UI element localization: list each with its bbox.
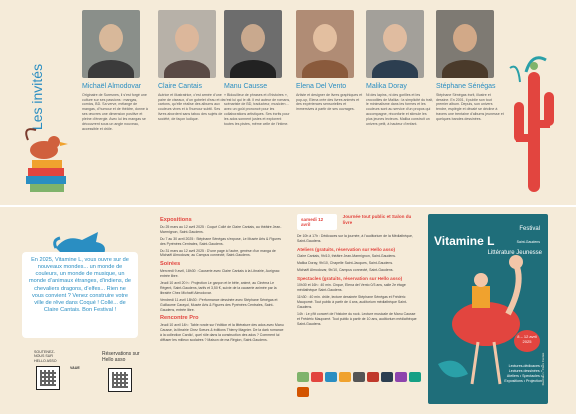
cactus-illustration bbox=[506, 42, 562, 202]
soiree-item: Mercredi 9 avril, 18h30 : Causerie avec Claire Cantais à la Librairie, Aurignac entrée libre. bbox=[160, 269, 280, 279]
partner-logo bbox=[395, 372, 407, 382]
festival-message: En 2025, Vitamine L, vous ouvre sur de nouveaux mondes... un monde de couleurs, un monde de musique, un monde d’animaux étranges, d’indiens, de chevaliers dragons, d’elfes... Rien ne vous convient ? Venez construire votre ville de rêve dans Coqué ! Collé... de Claire Cantais. Bon Festival ! bbox=[22, 252, 138, 338]
partner-logo bbox=[311, 372, 323, 382]
guest-photo bbox=[436, 10, 494, 78]
ateliers-heading: Ateliers (gratuits, réservation sur Hello asso) bbox=[297, 246, 396, 252]
guest-bio: Artiste et designer de livres graphiques et pop-up, Elena crée des livres animés et des expériences sensorielles et immersives à partir de ses ouvrages. bbox=[296, 92, 363, 112]
poster-festival-name: Vitamine L bbox=[434, 234, 495, 248]
books-and-bird-illustration bbox=[20, 120, 72, 198]
guest-name: Michaël Almodovar bbox=[82, 83, 142, 90]
exposition-item: Du 7 au 30 avril 2025 : Stéphane Sénégas s’expose, Le Musée Arts & Figures des Pyrénées Centrales, Saint-Gaudens. bbox=[160, 236, 282, 246]
spectacle-item: 11h30 : 40 min. drôle, lecture dessinée Stéphane Sénégas et Frédéric Maupomé. Tout public à partir de 4 ans, auditorium médiathèque Saint-Gaudens. bbox=[297, 294, 408, 309]
guest-photo bbox=[366, 10, 424, 78]
partner-logo bbox=[297, 372, 309, 382]
expositions-heading: Expositions bbox=[160, 217, 192, 223]
partner-logo bbox=[409, 372, 421, 382]
saturday-intro: De 10h à 17h : Dédicaces sur la journée, à l’auditorium de la Médiathèque, Saint-Gaudens. bbox=[297, 234, 413, 243]
programme-column bbox=[160, 214, 285, 345]
guest-card bbox=[224, 10, 292, 127]
poster-festival-label: Festival bbox=[519, 226, 540, 232]
guest-name: Manu Causse bbox=[224, 83, 268, 90]
partner-logo bbox=[353, 372, 365, 382]
partner-logo bbox=[297, 387, 309, 397]
exposition-item: Du 31 mars au 12 avril 2025 : D’une page à l’autre, genèse d’un manga de Michaël Almodovar, au Campus connecté, Saint-Gaudens. bbox=[160, 248, 276, 258]
guest-bio: Originaire de Suresnes, il s’est forgé une culture sur ses passions : mangas, comics, BD. Sa verve, mélange de mangas, d’humour et de théâtre, donne à ses œuvres une dimension positive et pleine d’énergie. Avec lui les mangas se découvrent sous un angle nouveau, accessible et drôle. bbox=[82, 92, 148, 131]
partner-logo: VAUE bbox=[70, 366, 80, 370]
guest-card bbox=[158, 10, 226, 122]
guest-card bbox=[82, 10, 150, 131]
guest-bio: « Bidouilleur de phrases et d’histoires », c’est lui qui le dit. Il est auteur de romans, scénariste de BD, traducteur, musicien… avec un goût prononcé pour les collaborations artistiques. Ses écrits pour les ados sonnent justes et explorent toutes les pistes, même celle de l’intime. bbox=[224, 92, 291, 126]
spectacle-item: 14h : Le p’tit concert de l’histoire du rock. Lecture musicale de Manu Causse et Frédéric Maupomé. Tout public à partir de 10 ans, auditorium médiathèque Saint-Gaudens. bbox=[297, 311, 417, 326]
exposition-item: Du 25 mars au 12 avril 2025 : Coqué Collé de Claire Cantais, au théâtre Jean-Marmignon, Saint-Gaudens. bbox=[160, 225, 282, 234]
guest-photo bbox=[158, 10, 216, 78]
soiree-item: Jeudi 10 avril 20 h : Projection Le garçon et le bête, animé, au Cinéma Le Régent, Saint-Gaudens, tarifs et 3,50 €, suivie de la causerie animée par la librairie Chez Michaël Almodovar. bbox=[160, 281, 277, 295]
guest-photo bbox=[296, 10, 354, 78]
guest-card bbox=[296, 10, 364, 112]
section-title: Les invités bbox=[29, 63, 45, 131]
hello-asso-qr-code[interactable] bbox=[36, 366, 60, 390]
poster-tagline: Littérature Jeunesse bbox=[487, 250, 542, 256]
festival-poster bbox=[428, 214, 548, 404]
guest-card bbox=[436, 10, 504, 122]
partner-logo bbox=[381, 372, 393, 382]
rencontre-item: Jeudi 10 avril 14h : Table ronde sur l’édition et la littérature des ados avec Manu Causse, la librairie Chez Sœurs & éditions Thierry Magnier. De la dark romance à la collection Cardio’, quel rôle dans la construction des ados ? Comment lui diffuser les milieux scolaires ? Maison de ma Région, Saint-Gaudens. bbox=[160, 323, 284, 343]
reservation-qr-code[interactable] bbox=[108, 368, 132, 392]
reservation-info: Réservations sur Hello asso bbox=[102, 351, 140, 364]
guest-name: Malika Doray bbox=[366, 83, 407, 90]
saturday-column bbox=[297, 214, 419, 329]
atelier-item: Malika Doray, 9h/10, Chapelle Saint-Jacques, Saint-Gaudens. bbox=[297, 260, 394, 265]
guest-photo bbox=[82, 10, 140, 78]
partner-logo bbox=[325, 372, 337, 382]
spectacle-item: 10h30 et 16h : 40 min. Cirque, Elena del Vento 0/3 ans, salle 2e étage médiathèque Saint-Gaudens. bbox=[297, 282, 406, 292]
soiree-item: Vendredi 11 avril 18h30 : Performance dessinée avec Stéphane Sénégas et Guillaume Carayol, Musée Arts & Figures des Pyrénées Centrales, Saint-Gaudens, entrée libre. bbox=[160, 297, 278, 312]
atelier-item: Claire Cantais, 9h/10, théâtre Jean-Marmignon, Saint-Gaudens. bbox=[297, 253, 397, 258]
hello-asso-logo: SOUTENEZ-NOUS SUR HELLO ASSO bbox=[34, 350, 57, 363]
rencontre-heading: Rencontre Pro bbox=[160, 315, 199, 322]
poster-city: Saint-Gaudens bbox=[516, 240, 540, 244]
guest-bio: Autrice et illustratrice, c’est armée d’une paire de ciseaux, d’un gobelet d’eau et de cartons, qu’elle réalise des albums aux couleurs vives et à l’humour subtil. Ses livres abordent sans tabou des sujets de société, de façon ludique. bbox=[158, 92, 225, 121]
guest-bio: Stéphane Sénégas écrit, illustre et dessine. En 2001, il publie son tout premier album. Depuis, son univers tendre, espiègle et décalé se décline à travers une trentaine d’albums jeunesse et quelques bandes dessinées. bbox=[436, 92, 504, 121]
spectacles-heading: Spectacles (gratuits, réservation sur Hello asso) bbox=[297, 275, 403, 281]
guest-name: Stéphane Sénégas bbox=[436, 83, 496, 90]
guest-bio: Ni des lapins, ni des gorilles et les crocodiles de Malika : la simplicité du trait, le minimalisme dans les formes et les couleurs sont au service d’un propos qui accompagne, réconforte et stimule les plus jeunes lecteurs. Malika construit un univers petit, à hauteur d’enfant. bbox=[366, 92, 434, 126]
partner-logo bbox=[339, 372, 351, 382]
saturday-date: samedi 12 avril bbox=[297, 214, 337, 230]
festival-message-column bbox=[22, 216, 142, 406]
partner-logos bbox=[297, 372, 421, 400]
guest-name: Claire Cantais bbox=[158, 83, 202, 90]
soirees-heading: Soirées bbox=[160, 261, 181, 268]
guest-photo bbox=[224, 10, 282, 78]
poster-dates: 8 – 12 avril 2025 bbox=[514, 330, 540, 352]
saturday-headline: Journée tout public et Salon du livre bbox=[342, 214, 412, 225]
poster-activities: Lectures-dédicaces • Lectures dessinées • Ateliers • Spectacles • Expositions • Projection bbox=[504, 364, 542, 383]
guest-card bbox=[366, 10, 434, 127]
guest-name: Elena Del Vento bbox=[296, 83, 347, 90]
poster-credit: Illustration : Claire Cantais bbox=[541, 352, 545, 386]
atelier-item: Michaël Almodovar, 9h/10, Campus connecté, Saint-Gaudens. bbox=[297, 267, 394, 272]
partner-logo bbox=[367, 372, 379, 382]
